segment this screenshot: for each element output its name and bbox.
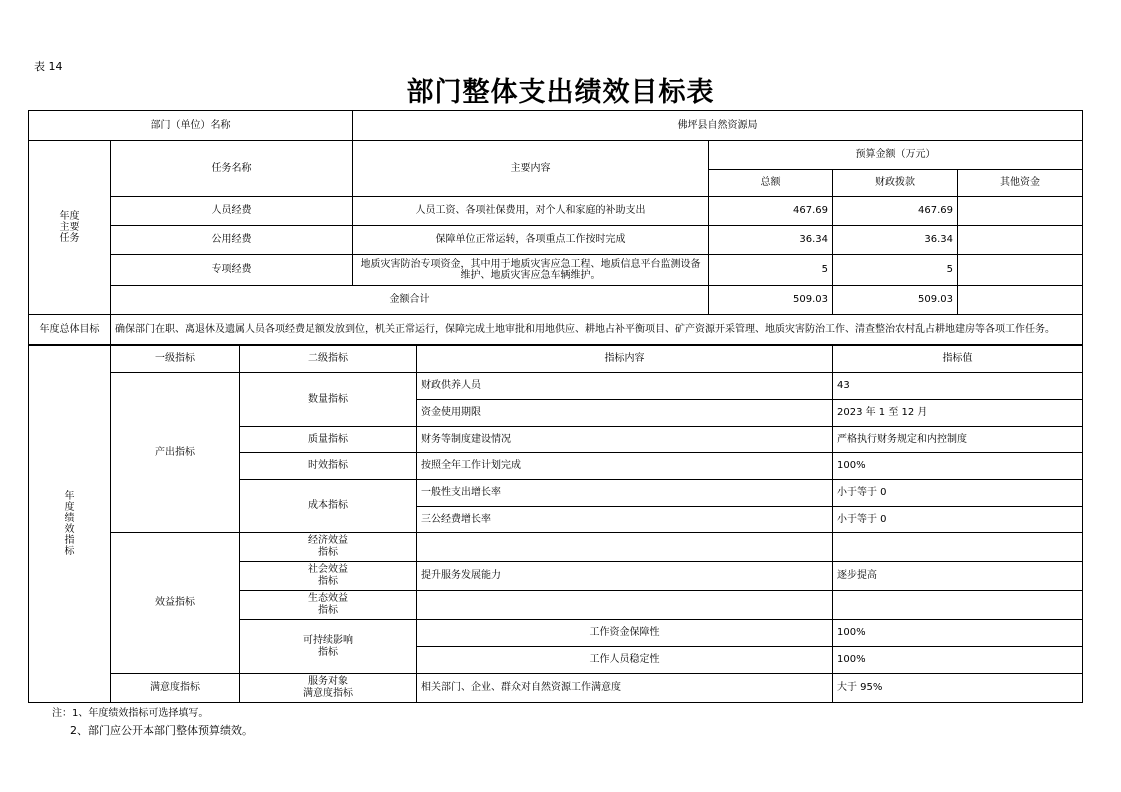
indicator-value (833, 533, 1083, 562)
output-indicator-label: 产出指标 (111, 373, 240, 533)
satisfaction-indicator-label: 满意度指标 (111, 674, 240, 703)
task-content: 人员工资、各项社保费用，对个人和家庭的补助支出 (353, 197, 709, 226)
indicator-value: 小于等于 0 (833, 507, 1083, 533)
task-content: 地质灾害防治专项资金，其中用于地质灾害应急工程、地质信息平台监测设备维护、地质灾害应急车辆维护。 (353, 255, 709, 286)
indicator-value: 2023 年 1 至 12 月 (833, 400, 1083, 427)
indicator-content: 工作资金保障性 (417, 620, 833, 647)
task-name: 公用经费 (111, 226, 353, 255)
indicator-content: 工作人员稳定性 (417, 647, 833, 674)
quality-indicator-label: 质量指标 (240, 427, 417, 453)
annual-goal-text: 确保部门在职、离退休及遗属人员各项经费足额发放到位，机关正常运行，保障完成土地审批和用地供应、耕地占补平衡项目、矿产资源开采管理、地质灾害防治工作、清查整治农村乱占耕地建房等各项工作任务。 (111, 315, 1083, 345)
level1-header: 一级指标 (111, 346, 240, 373)
indicator-value: 100% (833, 453, 1083, 480)
table-row (29, 226, 1083, 255)
indicators-section-label: 年 度 绩 效 指 标 (29, 346, 111, 703)
total-header: 总额 (709, 170, 833, 197)
table-number-label: 表 14 (34, 60, 63, 73)
budget-amount-header: 预算金额（万元） (709, 141, 1083, 170)
sum-total: 509.03 (709, 286, 833, 315)
fiscal-header: 财政拨款 (833, 170, 958, 197)
task-total: 5 (709, 255, 833, 286)
quantity-indicator-label: 数量指标 (240, 373, 417, 427)
indicator-value: 逐步提高 (833, 562, 1083, 591)
task-name-header: 任务名称 (111, 141, 353, 197)
content-header: 指标内容 (417, 346, 833, 373)
task-content: 保障单位正常运转，各项重点工作按时完成 (353, 226, 709, 255)
task-total: 467.69 (709, 197, 833, 226)
table-row (29, 197, 1083, 226)
indicator-value: 大于 95% (833, 674, 1083, 703)
footnote-1: 注：1、年度绩效指标可选择填写。 (52, 708, 209, 719)
indicator-value: 严格执行财务规定和内控制度 (833, 427, 1083, 453)
value-header: 指标值 (833, 346, 1083, 373)
economic-benefit-label: 经济效益 指标 (240, 533, 417, 562)
level2-header: 二级指标 (240, 346, 417, 373)
indicator-content: 相关部门、企业、群众对自然资源工作满意度 (417, 674, 833, 703)
other-funds-header: 其他资金 (958, 170, 1083, 197)
table-row (29, 674, 1083, 703)
sustainability-label: 可持续影响 指标 (240, 620, 417, 674)
ecological-benefit-label: 生态效益 指标 (240, 591, 417, 620)
task-other (958, 255, 1083, 286)
page-title: 部门整体支出绩效目标表 (406, 77, 715, 108)
benefit-indicator-label: 效益指标 (111, 533, 240, 674)
task-other (958, 226, 1083, 255)
table-row (29, 255, 1083, 286)
indicator-value: 100% (833, 647, 1083, 674)
indicator-content (417, 533, 833, 562)
service-satisfaction-label: 服务对象 满意度指标 (240, 674, 417, 703)
indicator-value: 小于等于 0 (833, 480, 1083, 507)
annual-goal-label: 年度总体目标 (29, 315, 111, 345)
cost-indicator-label: 成本指标 (240, 480, 417, 533)
indicator-content: 财政供养人员 (417, 373, 833, 400)
indicator-content (417, 591, 833, 620)
social-benefit-label: 社会效益 指标 (240, 562, 417, 591)
indicator-value: 100% (833, 620, 1083, 647)
performance-indicators-table (28, 345, 1083, 703)
task-name: 人员经费 (111, 197, 353, 226)
main-content-header: 主要内容 (353, 141, 709, 197)
budget-tasks-table (28, 110, 1083, 345)
indicator-content: 财务等制度建设情况 (417, 427, 833, 453)
indicator-content: 资金使用期限 (417, 400, 833, 427)
timeliness-indicator-label: 时效指标 (240, 453, 417, 480)
task-fiscal: 5 (833, 255, 958, 286)
sum-label: 金额合计 (111, 286, 709, 315)
indicator-content: 一般性支出增长率 (417, 480, 833, 507)
task-fiscal: 467.69 (833, 197, 958, 226)
task-other (958, 197, 1083, 226)
table-row (29, 533, 1083, 562)
dept-name-label: 部门（单位）名称 (29, 111, 353, 141)
indicator-content: 三公经费增长率 (417, 507, 833, 533)
indicator-content: 按照全年工作计划完成 (417, 453, 833, 480)
indicator-value (833, 591, 1083, 620)
task-name: 专项经费 (111, 255, 353, 286)
sum-fiscal: 509.03 (833, 286, 958, 315)
indicator-content: 提升服务发展能力 (417, 562, 833, 591)
task-total: 36.34 (709, 226, 833, 255)
indicator-value: 43 (833, 373, 1083, 400)
footnote-2: 2、部门应公开本部门整体预算绩效。 (70, 724, 253, 737)
annual-tasks-section-label: 年度 主要 任务 (29, 141, 111, 315)
dept-name-value: 佛坪县自然资源局 (353, 111, 1083, 141)
sum-other (958, 286, 1083, 315)
table-row (29, 373, 1083, 400)
task-fiscal: 36.34 (833, 226, 958, 255)
